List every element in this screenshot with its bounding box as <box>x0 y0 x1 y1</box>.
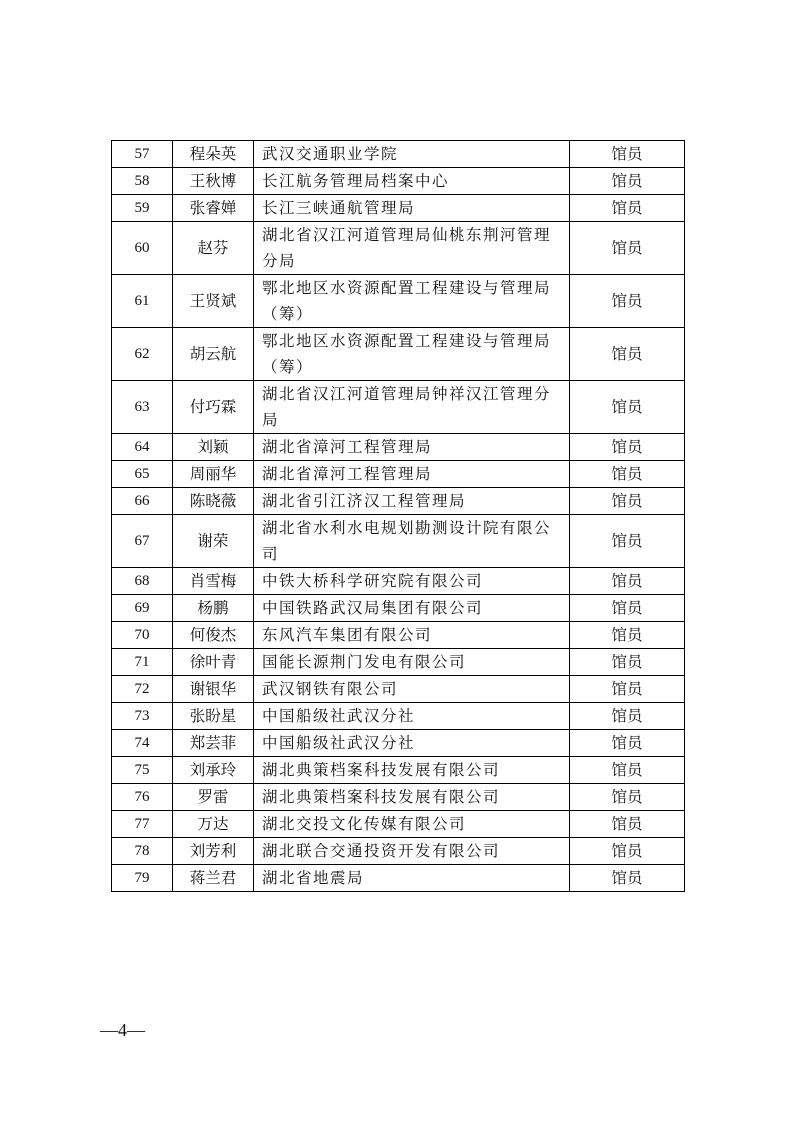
row-number: 76 <box>112 784 173 811</box>
person-name: 陈晓薇 <box>173 488 254 515</box>
organization: 湖北省水利水电规划勘测设计院有限公司 <box>254 515 570 568</box>
roster-body <box>112 141 685 892</box>
person-name: 赵芬 <box>173 222 254 275</box>
professional-title: 馆员 <box>570 568 685 595</box>
person-name: 王贤斌 <box>173 275 254 328</box>
person-name: 胡云航 <box>173 328 254 381</box>
person-name: 刘芳利 <box>173 838 254 865</box>
professional-title: 馆员 <box>570 811 685 838</box>
professional-title: 馆员 <box>570 838 685 865</box>
page-number: —4— <box>100 1020 145 1040</box>
person-name: 徐叶青 <box>173 649 254 676</box>
organization: 武汉钢铁有限公司 <box>254 676 570 703</box>
person-name: 张盼星 <box>173 703 254 730</box>
professional-title: 馆员 <box>570 784 685 811</box>
roster-table <box>111 140 685 892</box>
person-name: 张睿婵 <box>173 195 254 222</box>
row-number: 71 <box>112 649 173 676</box>
table-row <box>112 328 685 381</box>
row-number: 58 <box>112 168 173 195</box>
organization: 鄂北地区水资源配置工程建设与管理局（筹） <box>254 275 570 328</box>
person-name: 蒋兰君 <box>173 865 254 892</box>
table-row <box>112 168 685 195</box>
row-number: 62 <box>112 328 173 381</box>
table-row <box>112 434 685 461</box>
organization: 湖北省汉江河道管理局仙桃东荆河管理分局 <box>254 222 570 275</box>
table-row <box>112 488 685 515</box>
row-number: 67 <box>112 515 173 568</box>
organization: 湖北典策档案科技发展有限公司 <box>254 757 570 784</box>
row-number: 69 <box>112 595 173 622</box>
organization: 东风汽车集团有限公司 <box>254 622 570 649</box>
person-name: 刘颖 <box>173 434 254 461</box>
person-name: 王秋博 <box>173 168 254 195</box>
table-row <box>112 649 685 676</box>
organization: 长江三峡通航管理局 <box>254 195 570 222</box>
row-number: 74 <box>112 730 173 757</box>
person-name: 罗雷 <box>173 784 254 811</box>
organization: 湖北省漳河工程管理局 <box>254 434 570 461</box>
row-number: 77 <box>112 811 173 838</box>
table-row <box>112 730 685 757</box>
row-number: 60 <box>112 222 173 275</box>
professional-title: 馆员 <box>570 730 685 757</box>
person-name: 程朵英 <box>173 141 254 168</box>
row-number: 73 <box>112 703 173 730</box>
table-row <box>112 865 685 892</box>
person-name: 周丽华 <box>173 461 254 488</box>
table-row <box>112 461 685 488</box>
professional-title: 馆员 <box>570 168 685 195</box>
table-row <box>112 838 685 865</box>
professional-title: 馆员 <box>570 461 685 488</box>
table-row <box>112 784 685 811</box>
row-number: 63 <box>112 381 173 434</box>
table-row <box>112 275 685 328</box>
professional-title: 馆员 <box>570 865 685 892</box>
table-row <box>112 703 685 730</box>
table-row <box>112 595 685 622</box>
row-number: 68 <box>112 568 173 595</box>
professional-title: 馆员 <box>570 649 685 676</box>
row-number: 66 <box>112 488 173 515</box>
organization: 湖北省引江济汉工程管理局 <box>254 488 570 515</box>
row-number: 70 <box>112 622 173 649</box>
professional-title: 馆员 <box>570 195 685 222</box>
organization: 湖北交投文化传媒有限公司 <box>254 811 570 838</box>
person-name: 刘承玲 <box>173 757 254 784</box>
person-name: 杨鹏 <box>173 595 254 622</box>
professional-title: 馆员 <box>570 328 685 381</box>
professional-title: 馆员 <box>570 622 685 649</box>
row-number: 57 <box>112 141 173 168</box>
organization: 中国铁路武汉局集团有限公司 <box>254 595 570 622</box>
person-name: 谢银华 <box>173 676 254 703</box>
professional-title: 馆员 <box>570 595 685 622</box>
organization: 湖北省汉江河道管理局钟祥汉江管理分局 <box>254 381 570 434</box>
professional-title: 馆员 <box>570 222 685 275</box>
organization: 湖北省地震局 <box>254 865 570 892</box>
professional-title: 馆员 <box>570 488 685 515</box>
professional-title: 馆员 <box>570 434 685 461</box>
organization: 武汉交通职业学院 <box>254 141 570 168</box>
row-number: 72 <box>112 676 173 703</box>
row-number: 75 <box>112 757 173 784</box>
organization: 鄂北地区水资源配置工程建设与管理局（筹） <box>254 328 570 381</box>
person-name: 万达 <box>173 811 254 838</box>
person-name: 郑芸菲 <box>173 730 254 757</box>
table-row <box>112 757 685 784</box>
organization: 国能长源荆门发电有限公司 <box>254 649 570 676</box>
organization: 湖北省漳河工程管理局 <box>254 461 570 488</box>
person-name: 付巧霖 <box>173 381 254 434</box>
row-number: 59 <box>112 195 173 222</box>
professional-title: 馆员 <box>570 703 685 730</box>
professional-title: 馆员 <box>570 676 685 703</box>
row-number: 65 <box>112 461 173 488</box>
organization: 湖北联合交通投资开发有限公司 <box>254 838 570 865</box>
row-number: 79 <box>112 865 173 892</box>
row-number: 61 <box>112 275 173 328</box>
organization: 中国船级社武汉分社 <box>254 730 570 757</box>
table-row <box>112 195 685 222</box>
table-row <box>112 676 685 703</box>
row-number: 64 <box>112 434 173 461</box>
row-number: 78 <box>112 838 173 865</box>
organization: 长江航务管理局档案中心 <box>254 168 570 195</box>
organization: 中铁大桥科学研究院有限公司 <box>254 568 570 595</box>
professional-title: 馆员 <box>570 141 685 168</box>
person-name: 谢荣 <box>173 515 254 568</box>
professional-title: 馆员 <box>570 275 685 328</box>
table-row <box>112 811 685 838</box>
table-row <box>112 622 685 649</box>
table-row <box>112 222 685 275</box>
person-name: 肖雪梅 <box>173 568 254 595</box>
organization: 湖北典策档案科技发展有限公司 <box>254 784 570 811</box>
table-row <box>112 141 685 168</box>
organization: 中国船级社武汉分社 <box>254 703 570 730</box>
table-row <box>112 568 685 595</box>
person-name: 何俊杰 <box>173 622 254 649</box>
professional-title: 馆员 <box>570 757 685 784</box>
professional-title: 馆员 <box>570 515 685 568</box>
table-row <box>112 515 685 568</box>
table-row <box>112 381 685 434</box>
professional-title: 馆员 <box>570 381 685 434</box>
